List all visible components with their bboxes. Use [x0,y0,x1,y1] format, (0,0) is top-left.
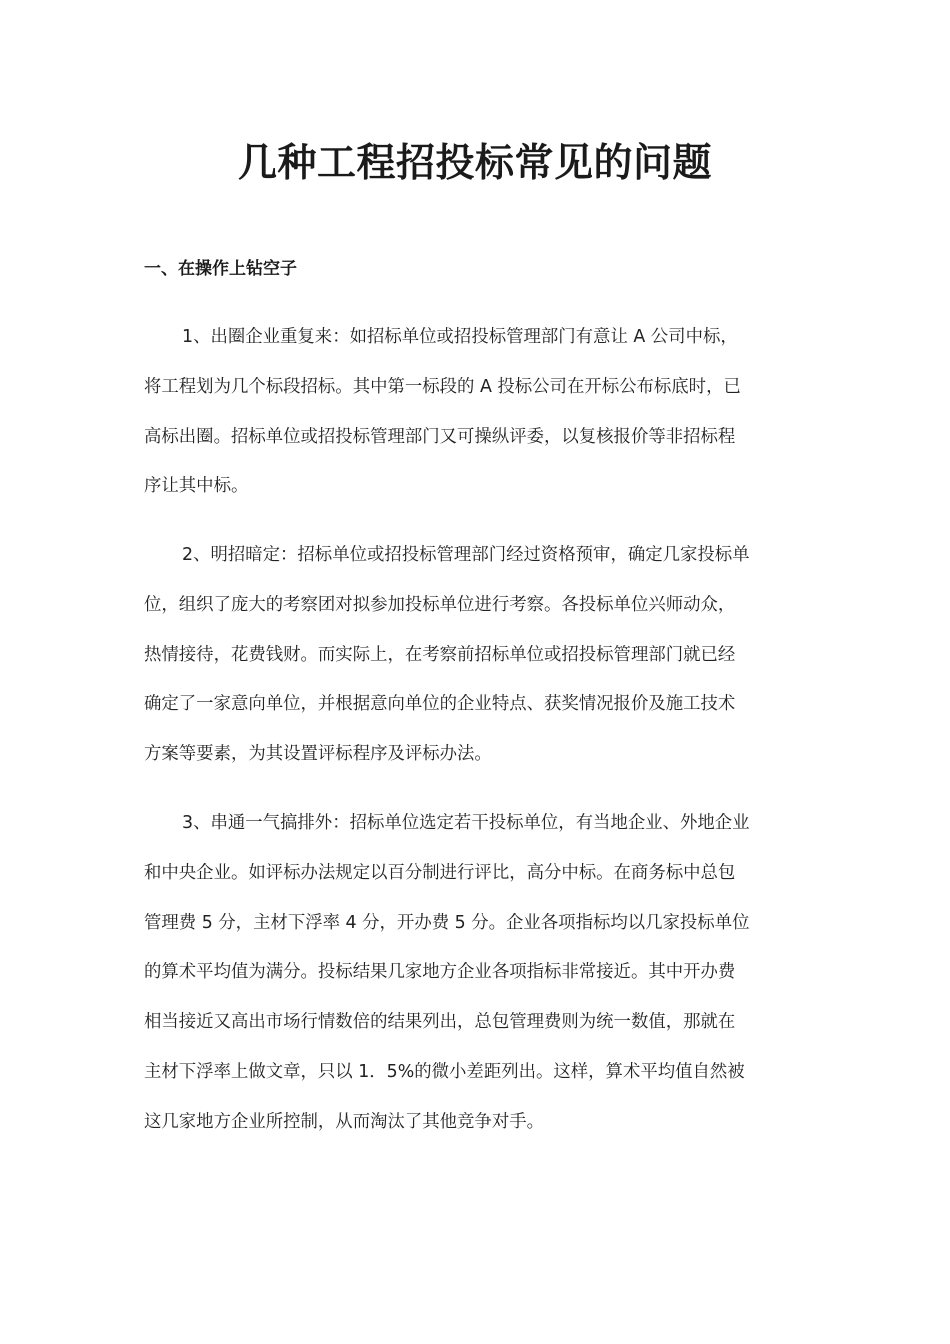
paragraph-line: 这几家地方企业所控制，从而淘汰了其他竞争对手。 [144,1111,544,1132]
paragraph-line: 相当接近又高出市场行情数倍的结果列出，总包管理费则为统一数值，那就在 [144,1012,736,1033]
paragraph-line: 高标出圈。招标单位或招投标管理部门又可操纵评委，以复核报价等非招标程 [144,426,736,447]
paragraph-2 [144,531,814,780]
paragraph-line: 3、串通一气搞排外：招标单位选定若干投标单位，有当地企业、外地企业 [182,813,750,833]
paragraph-line: 位，组织了庞大的考察团对拟参加投标单位进行考察。各投标单位兴师动众， [144,594,736,615]
paragraph-line: 和中央企业。如评标办法规定以百分制进行评比，高分中标。在商务标中总包 [144,862,736,883]
paragraph-line: 方案等要素，为其设置评标程序及评标办法。 [144,744,492,765]
paragraph-line: 的算术平均值为满分。投标结果几家地方企业各项指标非常接近。其中开办费 [144,962,736,983]
paragraph-line: 将工程划为几个标段招标。其中第一标段的 A 投标公司在开标公布标底时，已 [144,376,741,397]
paragraph-line: 主材下浮率上做文章，只以 1．5%的微小差距列出。这样，算术平均值自然被 [144,1061,745,1082]
paragraph-line: 热情接待，花费钱财。而实际上，在考察前招标单位或招投标管理部门就已经 [144,644,736,665]
section-heading: 一、在操作上钻空子 [144,259,297,279]
paragraph-line: 2、明招暗定：招标单位或招投标管理部门经过资格预审，确定几家投标单 [182,545,750,565]
paragraph-line: 1、出圈企业重复来：如招标单位或招投标管理部门有意让 A 公司中标， [182,327,738,347]
paragraph-3 [144,799,814,1148]
paragraph-line: 确定了一家意向单位，并根据意向单位的企业特点、获奖情况报价及施工技术 [144,694,736,715]
paragraph-1 [144,313,814,512]
document-title: 几种工程招投标常见的问题 [237,141,712,186]
paragraph-line: 管理费 5 分，主材下浮率 4 分，开办费 5 分。企业各项指标均以几家投标单位 [144,912,750,933]
paragraph-line: 序让其中标。 [144,476,249,497]
